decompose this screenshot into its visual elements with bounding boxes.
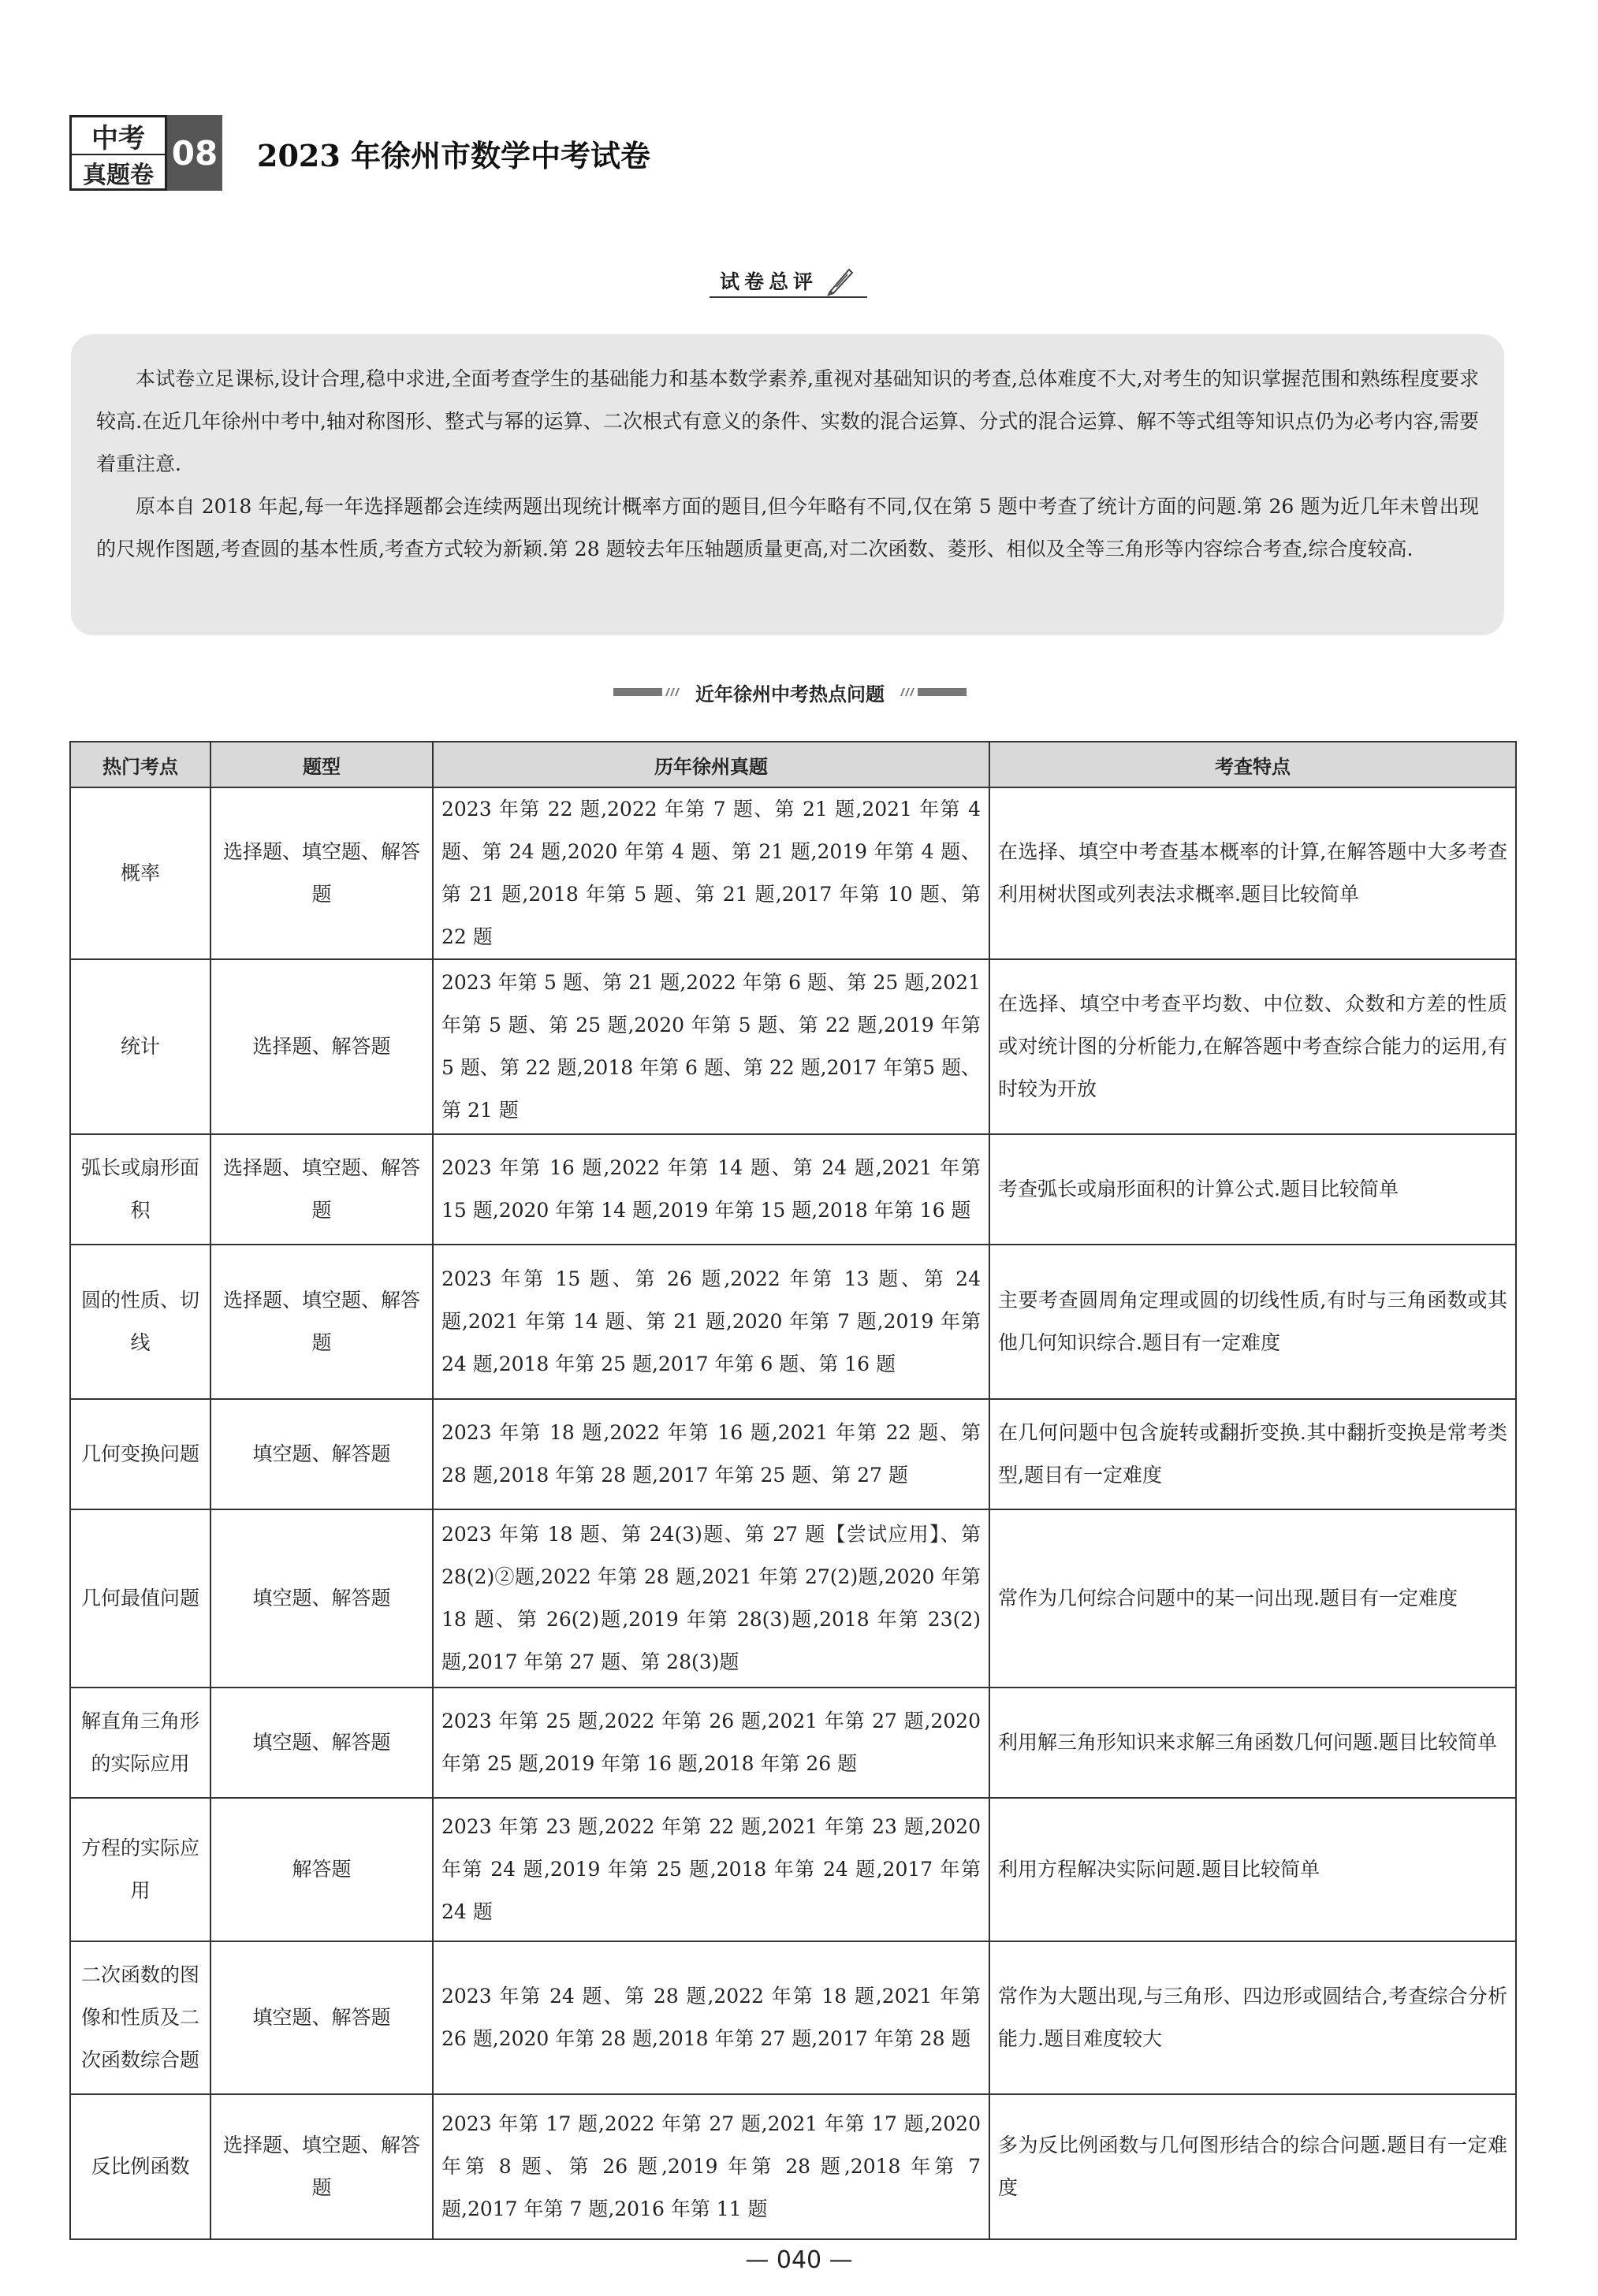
summary-paragraph-2: 原本自 2018 年起,每一年选择题都会连续两题出现统计概率方面的题目,但今年略有不同,仅在第 5 题中考查了统计方面的问题.第 26 题为近几年未曾出现的尺规作图题,考查圆的基本性质,考查方式较为新颖.第 28 题较去年压轴题质量更高,对二次函数、菱形、相似及全等三角形等内容综合考查,综合度较高. (96, 495, 1479, 560)
hot-topics-heading (593, 678, 987, 706)
badge-number: 08 (167, 115, 222, 191)
badge-bottom-text: 真题卷 (83, 162, 154, 189)
type-cell: 选择题、填空题、解答题 (210, 787, 433, 959)
table-row (70, 1134, 1516, 1245)
topic-cell: 统计 (70, 959, 210, 1134)
topic-cell: 圆的性质、切线 (70, 1245, 210, 1399)
col-header-type: 题型 (210, 742, 433, 787)
table-row (70, 1509, 1516, 1688)
col-header-feature: 考查特点 (989, 742, 1516, 787)
history-cell: 2023 年第 5 题、第 21 题,2022 年第 6 题、第 25 题,2021 年第 5 题、第 25 题,2020 年第 5 题、第 22 题,2019 年第 5 题、第 22 题,2018 年第 6 题、第 22 题,2017 年第5 题、第 21 题 (433, 959, 989, 1134)
summary-box (71, 334, 1504, 635)
summary-paragraph-1: 本试卷立足课标,设计合理,稳中求进,全面考查学生的基础能力和基本数学素养,重视对基础知识的考查,总体难度不大,对考生的知识掌握范围和熟练程度要求较高.在近几年徐州中考中,轴对称图形、整式与幂的运算、二次根式有意义的条件、实数的混合运算、分式的混合运算、解不等式组等知识点仍为必考内容,需要着重注意. (96, 367, 1479, 475)
table-row (70, 1245, 1516, 1399)
feature-cell: 考查弧长或扇形面积的计算公式.题目比较简单 (989, 1134, 1516, 1245)
history-cell: 2023 年第 16 题,2022 年第 14 题、第 24 题,2021 年第 15 题,2020 年第 14 题,2019 年第 15 题,2018 年第 16 题 (433, 1134, 989, 1245)
table-row (70, 1688, 1516, 1798)
exam-badge (69, 115, 222, 191)
col-header-topic: 热门考点 (70, 742, 210, 787)
table-row (70, 2094, 1516, 2239)
topic-cell: 解直角三角形的实际应用 (70, 1688, 210, 1798)
feature-cell: 利用方程解决实际问题.题目比较简单 (989, 1798, 1516, 1941)
feature-cell: 常作为几何综合问题中的某一问出现.题目有一定难度 (989, 1509, 1516, 1688)
topic-cell: 几何变换问题 (70, 1399, 210, 1509)
page-number: — 040 — (745, 2246, 853, 2274)
table-row (70, 1798, 1516, 1941)
type-cell: 填空题、解答题 (210, 1399, 433, 1509)
paper-title: 2023 年徐州市数学中考试卷 (257, 137, 650, 173)
type-cell: 选择题、填空题、解答题 (210, 1245, 433, 1399)
topic-cell: 反比例函数 (70, 2094, 210, 2239)
type-cell: 填空题、解答题 (210, 1688, 433, 1798)
type-cell: 填空题、解答题 (210, 1941, 433, 2094)
history-cell: 2023 年第 17 题,2022 年第 27 题,2021 年第 17 题,2020 年第 8 题、第 26 题,2019 年第 28 题,2018 年第 7 题,2017 年第 7 题,2016 年第 11 题 (433, 2094, 989, 2239)
feature-cell: 多为反比例函数与几何图形结合的综合问题.题目有一定难度 (989, 2094, 1516, 2239)
history-cell: 2023 年第 23 题,2022 年第 22 题,2021 年第 23 题,2020 年第 24 题,2019 年第 25 题,2018 年第 24 题,2017 年第 24 题 (433, 1798, 989, 1941)
history-cell: 2023 年第 18 题、第 24(3)题、第 27 题【尝试应用】、第 28(2)②题,2022 年第 28 题,2021 年第 27(2)题,2020 年第 18 题、第 26(2)题,2019 年第 28(3)题,2018 年第 23(2)题,2017 年第 27 题、第 28(3)题 (433, 1509, 989, 1688)
table-row (70, 1399, 1516, 1509)
topic-cell: 几何最值问题 (70, 1509, 210, 1688)
stripe-left-icon (613, 687, 683, 698)
table-row (70, 1941, 1516, 2094)
col-header-history: 历年徐州真题 (433, 742, 989, 787)
topic-cell: 方程的实际应用 (70, 1798, 210, 1941)
badge-top-text: 中考 (72, 117, 165, 155)
table-header-row (70, 742, 1516, 787)
quill-pen-icon (825, 265, 857, 296)
hot-topics-table (69, 741, 1517, 2240)
review-underline (710, 296, 867, 298)
review-heading (710, 263, 867, 298)
page-header (69, 115, 650, 191)
topic-cell: 概率 (70, 787, 210, 959)
history-cell: 2023 年第 24 题、第 28 题,2022 年第 18 题,2021 年第 26 题,2020 年第 28 题,2018 年第 27 题,2017 年第 28 题 (433, 1941, 989, 2094)
table-row (70, 787, 1516, 959)
badge-label (69, 115, 167, 191)
type-cell: 选择题、解答题 (210, 959, 433, 1134)
feature-cell: 常作为大题出现,与三角形、四边形或圆结合,考查综合分析能力.题目难度较大 (989, 1941, 1516, 2094)
history-cell: 2023 年第 25 题,2022 年第 26 题,2021 年第 27 题,2020 年第 25 题,2019 年第 16 题,2018 年第 26 题 (433, 1688, 989, 1798)
type-cell: 选择题、填空题、解答题 (210, 2094, 433, 2239)
topic-cell: 二次函数的图像和性质及二次函数综合题 (70, 1941, 210, 2094)
history-cell: 2023 年第 22 题,2022 年第 7 题、第 21 题,2021 年第 4 题、第 24 题,2020 年第 4 题、第 21 题,2019 年第 4 题、第 21 题,2018 年第 5 题、第 21 题,2017 年第 10 题、第 22 题 (433, 787, 989, 959)
hot-topics-title: 近年徐州中考热点问题 (695, 683, 885, 705)
table-row (70, 959, 1516, 1134)
feature-cell: 在选择、填空中考查基本概率的计算,在解答题中大多考查利用树状图或列表法求概率.题目比较简单 (989, 787, 1516, 959)
history-cell: 2023 年第 18 题,2022 年第 16 题,2021 年第 22 题、第 28 题,2018 年第 28 题,2017 年第 25 题、第 27 题 (433, 1399, 989, 1509)
feature-cell: 利用解三角形知识来求解三角函数几何问题.题目比较简单 (989, 1688, 1516, 1798)
type-cell: 选择题、填空题、解答题 (210, 1134, 433, 1245)
type-cell: 填空题、解答题 (210, 1509, 433, 1688)
review-title-text: 试卷总评 (719, 270, 818, 293)
topic-cell: 弧长或扇形面积 (70, 1134, 210, 1245)
feature-cell: 在选择、填空中考查平均数、中位数、众数和方差的性质或对统计图的分析能力,在解答题中考查综合能力的运用,有时较为开放 (989, 959, 1516, 1134)
feature-cell: 主要考查圆周角定理或圆的切线性质,有时与三角函数或其他几何知识综合.题目有一定难度 (989, 1245, 1516, 1399)
feature-cell: 在几何问题中包含旋转或翻折变换.其中翻折变换是常考类型,题目有一定难度 (989, 1399, 1516, 1509)
stripe-right-icon (897, 687, 967, 698)
history-cell: 2023 年第 15 题、第 26 题,2022 年第 13 题、第 24 题,2021 年第 14 题、第 21 题,2020 年第 7 题,2019 年第 24 题,2018 年第 25 题,2017 年第 6 题、第 16 题 (433, 1245, 989, 1399)
type-cell: 解答题 (210, 1798, 433, 1941)
